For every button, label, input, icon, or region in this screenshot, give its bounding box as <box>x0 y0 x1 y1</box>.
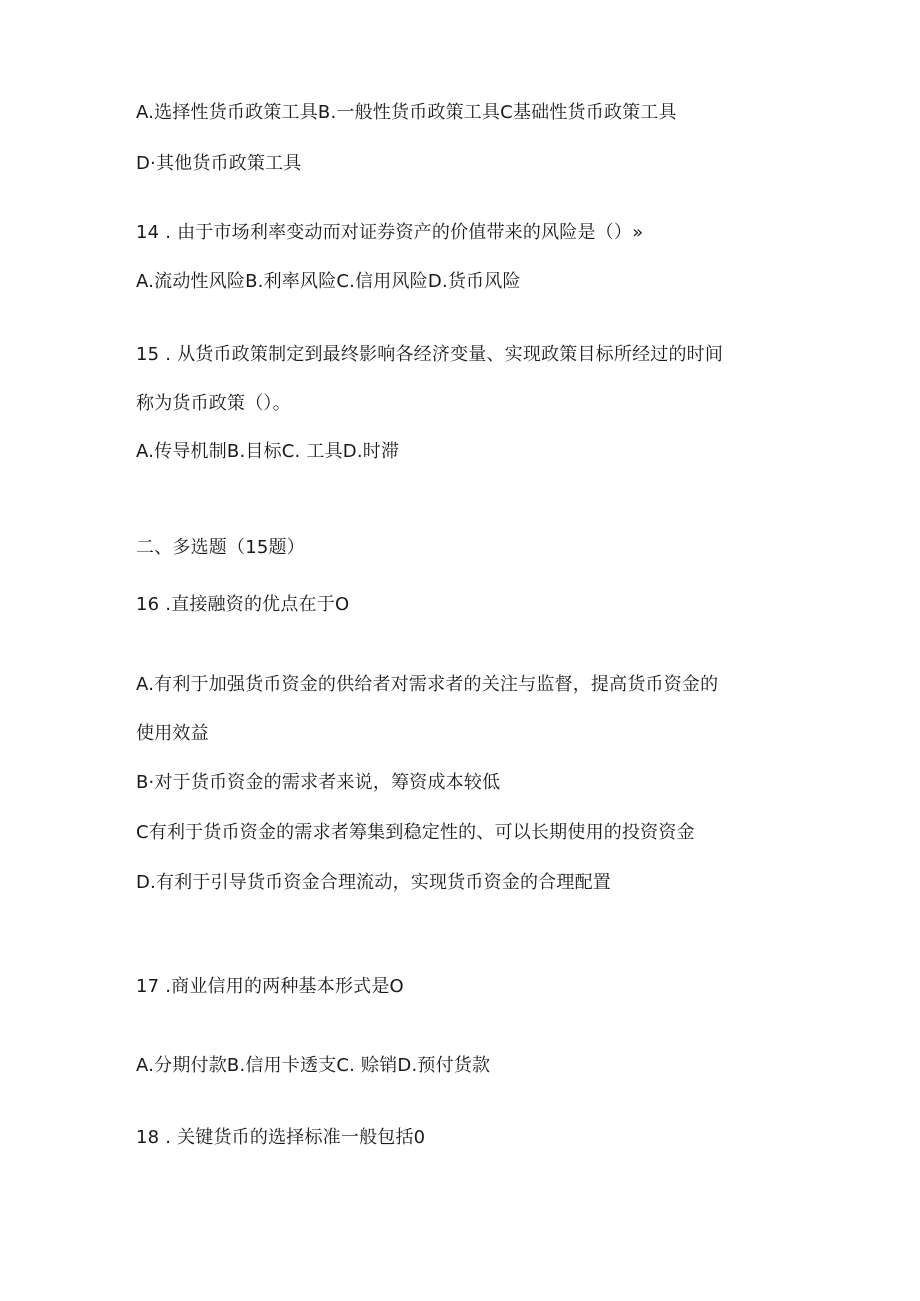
q16-question: 16 .直接融资的优点在于O <box>136 594 350 615</box>
q16-option-b: B·对于货币资金的需求者来说，筹资成本较低 <box>136 772 501 793</box>
q14-options: A.流动性风险B.利率风险C.信用风险D.货币风险 <box>136 271 521 292</box>
q14-question: 14 . 由于市场利率变动而对证券资产的价值带来的风险是（）» <box>136 222 644 243</box>
q15-question-line-1: 15 . 从货币政策制定到最终影响各经济变量、实现政策目标所经过的时间 <box>136 344 724 365</box>
q13-options-line-1: A.选择性货币政策工具B.一般性货币政策工具C基础性货币政策工具 <box>136 102 677 123</box>
q17-options: A.分期付款B.信用卡透支C. 赊销D.预付货款 <box>136 1055 491 1076</box>
q15-question-line-2: 称为货币政策（）。 <box>136 393 291 414</box>
q16-option-a-line-2: 使用效益 <box>136 723 209 744</box>
q18-question: 18 . 关键货币的选择标准一般包括0 <box>136 1127 426 1148</box>
q16-option-d: D.有利于引导货币资金合理流动，实现货币资金的合理配置 <box>136 872 611 893</box>
q13-options-line-2: D·其他货币政策工具 <box>136 153 302 174</box>
q16-option-a-line-1: A.有利于加强货币资金的供给者对需求者的关注与监督，提高货币资金的 <box>136 674 719 695</box>
q16-option-c: C有利于货币资金的需求者筹集到稳定性的、可以长期使用的投资资金 <box>136 822 695 843</box>
q17-question: 17 .商业信用的两种基本形式是O <box>136 976 404 997</box>
q15-options: A.传导机制B.目标C. 工具D.时滞 <box>136 441 400 462</box>
section-heading: 二、多选题（15题） <box>136 537 305 558</box>
